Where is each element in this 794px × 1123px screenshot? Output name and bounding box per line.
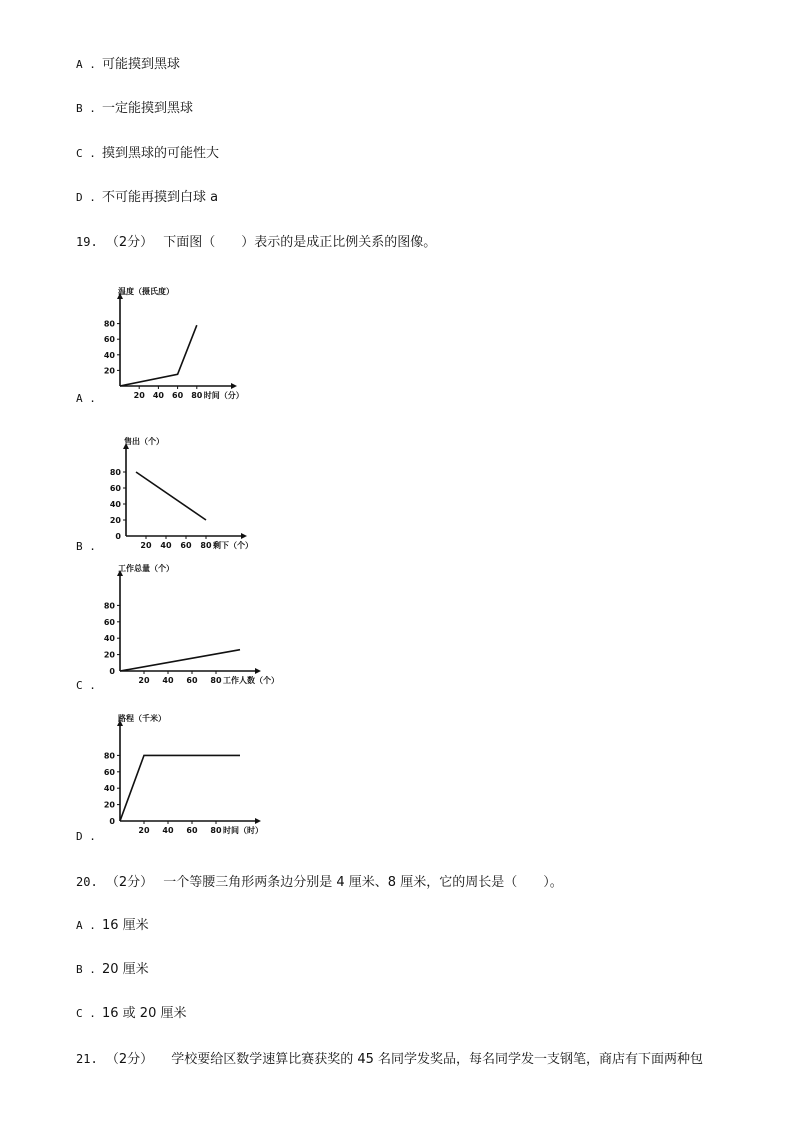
y-axis-label: 温度（摄氏度）: [118, 287, 174, 296]
x-tick-label: 20: [140, 541, 152, 550]
y-tick-label: 80: [103, 601, 115, 611]
option-letter: A .: [76, 58, 96, 71]
x-tick-label: 20: [138, 826, 150, 835]
chart-d[interactable]: [100, 715, 270, 837]
x-tick-label: 60: [186, 826, 198, 835]
x-tick-label: 80: [210, 826, 222, 835]
y-tick-label: 0: [115, 532, 121, 541]
y-tick-label: 80: [103, 319, 115, 329]
y-tick-label: 80: [103, 751, 115, 761]
x-tick-label: 40: [162, 676, 174, 685]
chart-b[interactable]: [100, 437, 260, 552]
x-tick-label: 60: [180, 541, 192, 550]
q19-stem: [76, 233, 436, 252]
chart-d-svg: [100, 715, 270, 837]
chart-a-svg: [100, 287, 260, 406]
x-axis-arrow: [241, 533, 247, 539]
q20-option-a[interactable]: [76, 917, 149, 935]
option-letter: D .: [76, 191, 96, 204]
option-text: 16 或 20 厘米: [102, 1006, 187, 1021]
y-tick-label: 20: [109, 516, 121, 525]
y-tick-label: 60: [103, 617, 115, 627]
y-tick-label: 60: [109, 484, 121, 493]
data-line: [136, 472, 206, 520]
x-tick-label: 20: [133, 391, 145, 400]
x-axis-label: 工作人数（个）: [223, 676, 279, 685]
q20-option-b[interactable]: [76, 961, 149, 979]
x-axis-arrow: [231, 383, 237, 389]
option-text: 一定能摸到黑球: [102, 101, 194, 116]
chart-b-option-label: B .: [76, 540, 96, 553]
q18-option-c[interactable]: [76, 145, 219, 163]
option-text: 不可能再摸到白球 a: [102, 190, 219, 205]
y-tick-label: 40: [103, 350, 115, 360]
y-tick-label: 40: [103, 634, 115, 644]
q18-option-a[interactable]: [76, 56, 180, 74]
x-axis-arrow: [255, 818, 261, 824]
option-text: 摸到黑球的可能性大: [102, 146, 220, 161]
x-tick-label: 80: [200, 541, 212, 550]
q18-option-d[interactable]: [76, 189, 218, 207]
x-tick-label: 60: [172, 391, 184, 400]
q21-stem: [76, 1050, 703, 1069]
q18-option-b[interactable]: [76, 100, 193, 118]
x-tick-label: 40: [162, 826, 174, 835]
y-tick-label: 80: [109, 468, 121, 477]
q20-stem: [76, 873, 563, 892]
question-text: 一个等腰三角形两条边分别是 4 厘米、8 厘米，它的周长是（ ）。: [163, 875, 563, 890]
y-tick-label: 20: [103, 366, 115, 376]
x-axis-arrow: [255, 668, 261, 674]
option-letter: C .: [76, 147, 96, 160]
x-tick-label: 40: [152, 391, 164, 400]
data-line: [120, 755, 240, 821]
y-tick-label: 0: [109, 817, 115, 826]
y-tick-label: 0: [109, 667, 115, 676]
question-text: 学校要给区数学速算比赛获奖的 45 名同学发奖品，每名同学发一支钢笔，商店有下面两种包: [171, 1052, 704, 1067]
option-text: 20 厘米: [102, 962, 149, 977]
question-score: （2分）: [105, 1052, 154, 1067]
option-letter: A .: [76, 919, 96, 932]
question-number: 19.: [76, 235, 98, 249]
option-text: 16 厘米: [102, 918, 149, 933]
x-axis-label: 剩下（个）: [213, 541, 253, 550]
chart-a[interactable]: [100, 287, 260, 406]
question-score: （2分）: [105, 235, 154, 250]
data-line: [120, 325, 197, 386]
option-letter: C .: [76, 1007, 96, 1020]
y-tick-label: 40: [103, 784, 115, 794]
x-axis-label: 时间（时）: [223, 826, 263, 835]
question-text: 下面图（ ）表示的是成正比例关系的图像。: [163, 235, 437, 250]
q20-option-c[interactable]: [76, 1005, 186, 1023]
y-tick-label: 20: [103, 650, 115, 660]
option-text: 可能摸到黑球: [102, 57, 181, 72]
y-axis-label: 工作总量（个）: [118, 564, 174, 573]
x-axis-label: 时间（分）: [203, 391, 244, 400]
y-tick-label: 60: [103, 335, 115, 345]
y-axis-label: 售出（个）: [124, 437, 164, 446]
chart-d-option-label: D .: [76, 830, 96, 843]
x-tick-label: 40: [160, 541, 172, 550]
question-score: （2分）: [105, 875, 154, 890]
x-tick-label: 80: [210, 676, 222, 685]
option-letter: B .: [76, 102, 96, 115]
question-number: 21.: [76, 1052, 98, 1066]
x-tick-label: 80: [191, 391, 203, 400]
question-number: 20.: [76, 875, 98, 889]
chart-c-option-label: C .: [76, 679, 96, 692]
data-line: [120, 650, 240, 671]
x-tick-label: 20: [138, 676, 150, 685]
chart-c-svg: [100, 564, 280, 689]
x-tick-label: 60: [186, 676, 198, 685]
y-tick-label: 40: [109, 500, 121, 509]
y-tick-label: 60: [103, 767, 115, 777]
option-letter: B .: [76, 963, 96, 976]
chart-c[interactable]: [100, 564, 280, 689]
y-tick-label: 20: [103, 800, 115, 810]
chart-a-option-label: A .: [76, 392, 96, 405]
chart-b-svg: [100, 437, 260, 552]
y-axis-label: 路程（千米）: [118, 714, 166, 723]
